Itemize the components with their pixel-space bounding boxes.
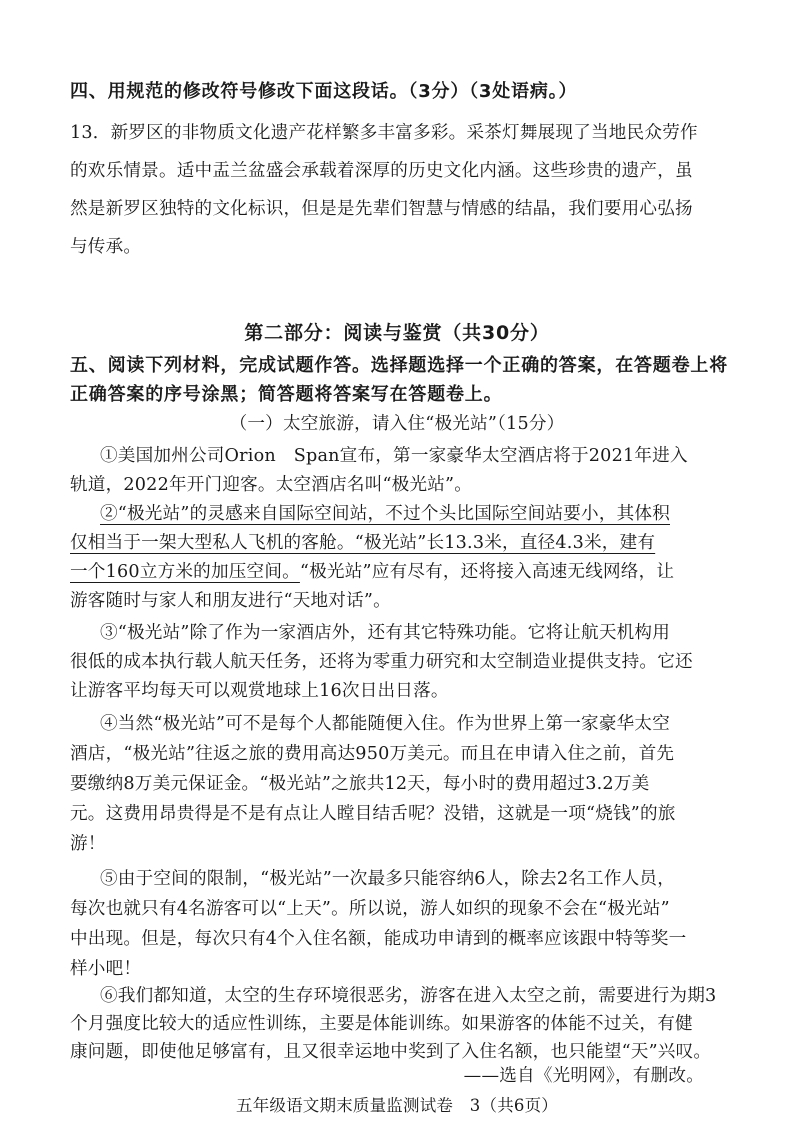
p1-line-2: 轨道，2022年开门迎客。太空酒店名叫“极光站”。 [70, 475, 473, 495]
q13-line-1: 13．新罗区的非物质文化遗产花样繁多丰富多彩。采茶灯舞展现了当地民众劳作 [70, 123, 698, 143]
p4-line-5: 游！ [70, 834, 106, 854]
p4-line-4: 元。这费用昂贵得是不是有点让人瞠目结舌呢？没错，这就是一项“烧钱”的旅 [70, 804, 676, 824]
p3-line-2: 很低的成本执行载人航天任务，还将为零重力研究和太空制造业提供支持。它还 [70, 652, 693, 672]
p1-line-1: ①美国加州公司Orion Span宣布，第一家豪华太空酒店将于2021年进入 [100, 446, 688, 466]
p6-line-1: ⑥我们都知道，太空的生存环境很恶劣，游客在进入太空之前，需要进行为期3 [100, 986, 717, 1006]
p2-underlined-line-1: ②“极光站”的灵感来自国际空间站，不过个头比国际空间站要小，其体积 [100, 504, 670, 524]
p2-rest-a: “极光站”应有尽有，还将接入高速无线网络，让 [299, 562, 675, 582]
p2-line-4: 游客随时与家人和朋友进行“天地对话”。 [70, 591, 391, 611]
p5-line-1: ⑤由于空间的限制，“极光站”一次最多只能容纳6人，除去2名工作人员， [100, 869, 675, 889]
p2-line-3 [70, 560, 674, 584]
q13-line-3: 然是新罗区独特的文化标识，但是是先辈们智慧与情感的结晶，我们要用心弘扬 [70, 199, 693, 219]
p3-line-1: ③“极光站”除了作为一家酒店外，还有其它特殊功能。它将让航天机构用 [100, 623, 670, 643]
p4-line-3: 要缴纳8万美元保证金。“极光站”之旅共12天，每小时的费用超过3.2万美 [70, 774, 650, 794]
p5-line-3: 中出现。但是，每次只有4个入住名额，能成功申请到的概率应该跟中特等奖一 [70, 929, 687, 949]
page-footer: 五年级语文期末质量监测试卷 3（共6页） [236, 1096, 558, 1115]
passage-title: （一）太空旅游，请入住“极光站”（15分） [229, 414, 565, 434]
p6-line-2: 个月强度比较大的适应性训练，主要是体能训练。如果游客的体能不过关，有健 [70, 1014, 693, 1034]
instructions-line-1: 五、阅读下列材料，完成试题作答。选择题选择一个正确的答案，在答题卷上将 [70, 355, 728, 376]
section4-heading: 四、用规范的修改符号修改下面这段话。（3分）（3处语病。） [70, 81, 578, 102]
q13-line-4: 与传承。 [70, 237, 142, 257]
p5-line-2: 每次也就只有4名游客可以“上天”。所以说，游人如织的现象不会在“极光站” [70, 899, 670, 919]
p2-underlined-line-2: 仅相当于一架大型私人飞机的客舱。“极光站”长13.3米，直径4.3米，建有 [70, 533, 656, 553]
q13-line-2: 的欢乐情景。适中盂兰盆盛会承载着深厚的历史文化内涵。这些珍贵的遗产，虽 [70, 161, 693, 181]
part2-title: 第二部分：阅读与鉴赏（共30分） [244, 322, 550, 344]
p2-underlined-line-3: 一个160立方米的加压空间。 [70, 562, 300, 582]
p6-line-3: 康问题，即使他足够富有，且又很幸运地中奖到了入住名额，也只能望“天”兴叹。 [70, 1042, 712, 1062]
p4-line-2: 酒店，“极光站”往返之旅的费用高达950万美元。而且在申请入住之前，首先 [70, 744, 675, 764]
source-attribution: ——选自《光明网》，有删改。 [463, 1066, 704, 1086]
instructions-line-2: 正确答案的序号涂黑；简答题将答案写在答题卷上。 [70, 384, 503, 405]
p4-line-1: ④当然“极光站”可不是每个人都能随便入住。作为世界上第一家豪华太空 [100, 714, 670, 734]
p3-line-3: 让游客平均每天可以观赏地球上16次日出日落。 [70, 681, 449, 701]
p5-line-4: 样小吧！ [70, 959, 142, 979]
